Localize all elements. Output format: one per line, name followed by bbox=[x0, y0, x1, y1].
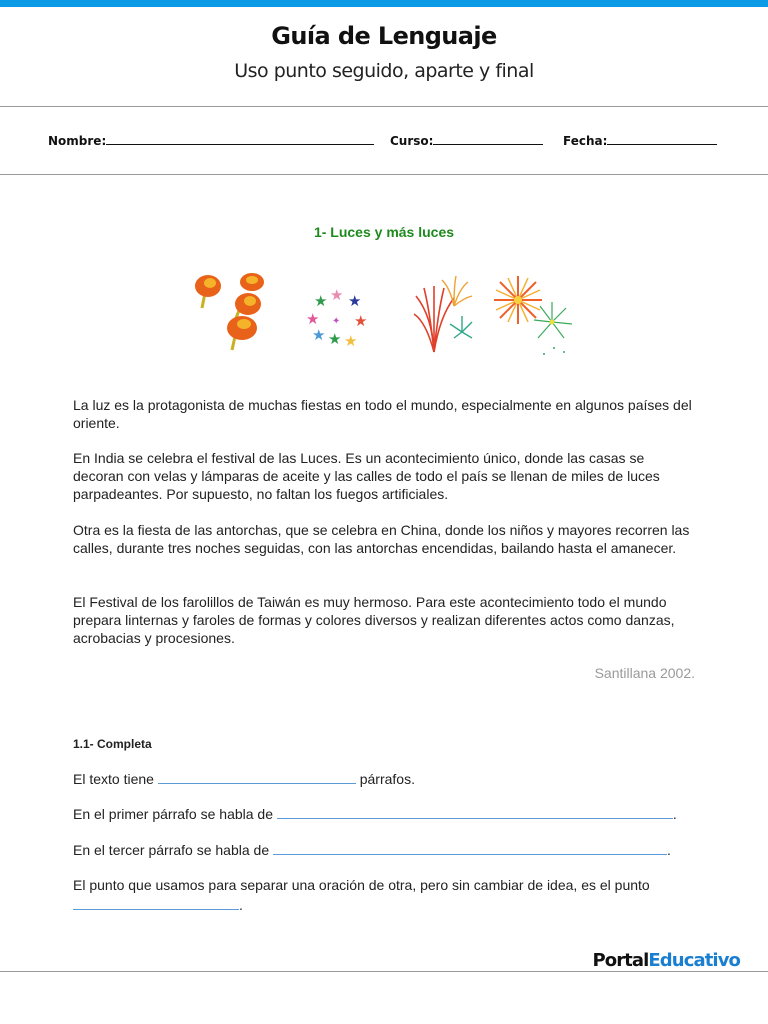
paragraph-4: El Festival de los farolillos de Taiwán es muy hermoso. Para este acontecimiento todo el mundo prepara linternas y faroles de formas y colores diversos y realizan diferentes actos como danzas, acrobacias y procesiones. bbox=[73, 594, 675, 647]
question-3 bbox=[73, 842, 671, 858]
fireworks-burst-illustration bbox=[488, 266, 580, 360]
name-label: Nombre: bbox=[48, 134, 107, 148]
svg-text:★: ★ bbox=[348, 292, 362, 310]
question-2 bbox=[73, 806, 677, 822]
question-4-text: El punto que usamos para separar una oración de otra, pero sin cambiar de idea, es el punto bbox=[73, 877, 650, 893]
svg-text:★: ★ bbox=[328, 330, 342, 348]
question-4-answer bbox=[73, 897, 243, 913]
question-2-text: En el primer párrafo se habla de bbox=[73, 806, 273, 822]
course-line[interactable] bbox=[433, 133, 543, 145]
stars-illustration bbox=[302, 266, 376, 360]
svg-text:★: ★ bbox=[330, 286, 344, 304]
answer-blank-3[interactable] bbox=[273, 842, 667, 855]
question-2-suffix: . bbox=[672, 806, 677, 822]
question-1 bbox=[73, 771, 415, 787]
lantern-icon bbox=[195, 275, 221, 308]
answer-blank-1[interactable] bbox=[158, 771, 356, 784]
svg-text:★: ★ bbox=[354, 312, 368, 330]
portal-educativo-logo bbox=[592, 950, 740, 971]
fireworks-illustration bbox=[410, 266, 476, 360]
answer-blank-4[interactable] bbox=[73, 897, 239, 910]
date-label: Fecha: bbox=[563, 134, 608, 148]
question-4-suffix: . bbox=[239, 897, 243, 913]
question-3-text: En el tercer párrafo se habla de bbox=[73, 842, 270, 858]
svg-text:★: ★ bbox=[314, 292, 328, 310]
svg-text:★: ★ bbox=[306, 310, 320, 328]
lantern-icon bbox=[227, 316, 257, 350]
lanterns-illustration bbox=[188, 266, 268, 360]
name-field[interactable] bbox=[48, 133, 374, 148]
date-line[interactable] bbox=[607, 133, 717, 145]
svg-text:✦: ✦ bbox=[332, 316, 341, 327]
page-title: Guía de Lenguaje bbox=[271, 22, 497, 50]
paragraph-2: En India se celebra el festival de las Luces. Es un acontecimiento único, donde las casas se decoran con velas y lámparas de aceite y las calles de todo el país se llenan de miles de luces parpadeantes. Por supuesto, no faltan los fuegos artificiales. bbox=[73, 450, 660, 503]
fields-divider bbox=[0, 174, 768, 175]
question-1-text: El texto tiene bbox=[73, 771, 154, 787]
question-1-suffix: párrafos. bbox=[359, 771, 415, 787]
course-field[interactable] bbox=[390, 133, 543, 148]
source-citation: Santillana 2002. bbox=[594, 665, 695, 681]
lantern-icon bbox=[235, 293, 261, 318]
exercise-title: 1.1- Completa bbox=[73, 737, 152, 751]
section-title: 1- Luces y más luces bbox=[313, 224, 455, 240]
name-line[interactable] bbox=[106, 133, 374, 145]
answer-blank-2[interactable] bbox=[277, 806, 673, 819]
brand-part-1: Portal bbox=[592, 950, 649, 971]
course-label: Curso: bbox=[390, 134, 434, 148]
question-3-suffix: . bbox=[667, 842, 671, 858]
brand-part-2: Educativo bbox=[648, 950, 740, 971]
paragraph-1: La luz es la protagonista de muchas fiestas en todo el mundo, especialmente en algunos países del oriente. bbox=[73, 397, 692, 432]
top-accent-bar bbox=[0, 0, 768, 7]
paragraph-3: Otra es la fiesta de las antorchas, que se celebra en China, donde los niños y mayores recorren las calles, durante tres noches seguidas, con las antorchas encendidas, bailando hasta el amanecer. bbox=[73, 522, 690, 557]
header-divider bbox=[0, 106, 768, 107]
lantern-icon bbox=[240, 273, 264, 291]
footer-divider bbox=[0, 971, 768, 972]
svg-text:★: ★ bbox=[344, 332, 358, 350]
page-subtitle: Uso punto seguido, aparte y final bbox=[234, 60, 534, 82]
svg-text:★: ★ bbox=[312, 326, 326, 344]
date-field[interactable] bbox=[563, 133, 717, 148]
